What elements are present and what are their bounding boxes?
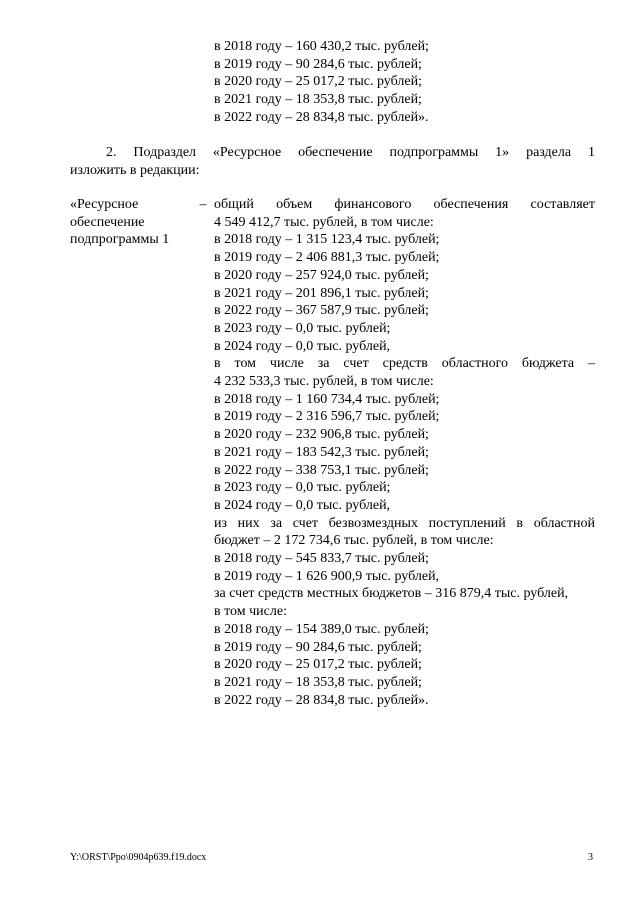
- value-line: бюджет – 2 172 734,6 тыс. рублей, в том числе:: [214, 533, 494, 549]
- value-line: из них за счет безвозмездных поступлений в областной: [214, 515, 595, 531]
- value-line: в 2022 году – 367 587,9 тыс. рублей;: [214, 303, 429, 319]
- resource-table-label: [70, 196, 200, 249]
- value-line: в 2022 году – 28 834,8 тыс. рублей».: [214, 692, 429, 708]
- label-dash: –: [199, 197, 207, 212]
- value-line: в 2018 году – 545 833,7 тыс. рублей;: [214, 551, 429, 567]
- value-line: в 2021 году – 201 896,1 тыс. рублей;: [214, 285, 429, 301]
- value-line: в 2024 году – 0,0 тыс. рублей,: [214, 338, 391, 354]
- value-line: в 2019 году – 2 316 596,7 тыс. рублей;: [214, 409, 440, 425]
- footer-page-number: 3: [588, 852, 593, 863]
- value-line: в 2023 году – 0,0 тыс. рублей;: [214, 320, 391, 336]
- value-line: в 2018 году – 1 315 123,4 тыс. рублей;: [214, 232, 440, 248]
- top-line: в 2019 году – 90 284,6 тыс. рублей;: [214, 56, 422, 72]
- top-line: в 2018 году – 160 430,2 тыс. рублей;: [214, 39, 429, 54]
- value-line: в 2021 году – 183 542,3 тыс. рублей;: [214, 444, 429, 460]
- value-line: за счет средств местных бюджетов – 316 879,4 тыс. рублей,: [214, 586, 569, 602]
- label-line: «Ресурсное: [70, 197, 139, 212]
- footer-file-path: Y:\ORST\Ppo\0904p639.f19.docx: [70, 852, 207, 863]
- top-line: в 2022 году – 28 834,8 тыс. рублей».: [214, 109, 429, 125]
- value-line: в 2022 году – 338 753,1 тыс. рублей;: [214, 462, 429, 478]
- value-line: в 2019 году – 2 406 881,3 тыс. рублей;: [214, 250, 440, 266]
- label-line: обеспечение: [70, 214, 145, 230]
- value-line: в 2020 году – 25 017,2 тыс. рублей;: [214, 657, 422, 673]
- value-line: в том числе:: [214, 604, 287, 620]
- subsection-amendment-paragraph: [70, 144, 595, 179]
- value-line: в 2020 году – 232 906,8 тыс. рублей;: [214, 427, 429, 443]
- label-line: подпрограммы 1: [70, 232, 170, 248]
- top-line: в 2021 году – 18 353,8 тыс. рублей;: [214, 92, 422, 108]
- value-line: в 2018 году – 1 160 734,4 тыс. рублей;: [214, 391, 440, 407]
- value-line: в 2024 году – 0,0 тыс. рублей,: [214, 497, 391, 513]
- value-line: 4 549 412,7 тыс. рублей, в том числе:: [214, 214, 434, 230]
- value-line: 4 232 533,3 тыс. рублей, в том числе:: [214, 374, 434, 390]
- subsection-line-1: 2. Подраздел «Ресурсное обеспечение подпрограммы 1» раздела 1: [106, 145, 595, 160]
- value-line: в 2020 году – 257 924,0 тыс. рублей;: [214, 267, 429, 283]
- value-line: в 2019 году – 1 626 900,9 тыс. рублей,: [214, 568, 440, 584]
- value-line: в 2018 году – 154 389,0 тыс. рублей;: [214, 621, 429, 637]
- top-line: в 2020 году – 25 017,2 тыс. рублей;: [214, 74, 422, 90]
- value-line: в 2019 году – 90 284,6 тыс. рублей;: [214, 639, 422, 655]
- value-line: в том числе за счет средств областного бюджета –: [214, 356, 595, 372]
- subsection-line-2: изложить в редакции:: [70, 162, 200, 178]
- funding-continuation-list: [214, 38, 594, 127]
- value-line: в 2023 году – 0,0 тыс. рублей;: [214, 480, 391, 496]
- resource-table-values: [214, 196, 595, 709]
- value-line: в 2021 году – 18 353,8 тыс. рублей;: [214, 674, 422, 690]
- value-line: общий объем финансового обеспечения составляет: [214, 197, 595, 212]
